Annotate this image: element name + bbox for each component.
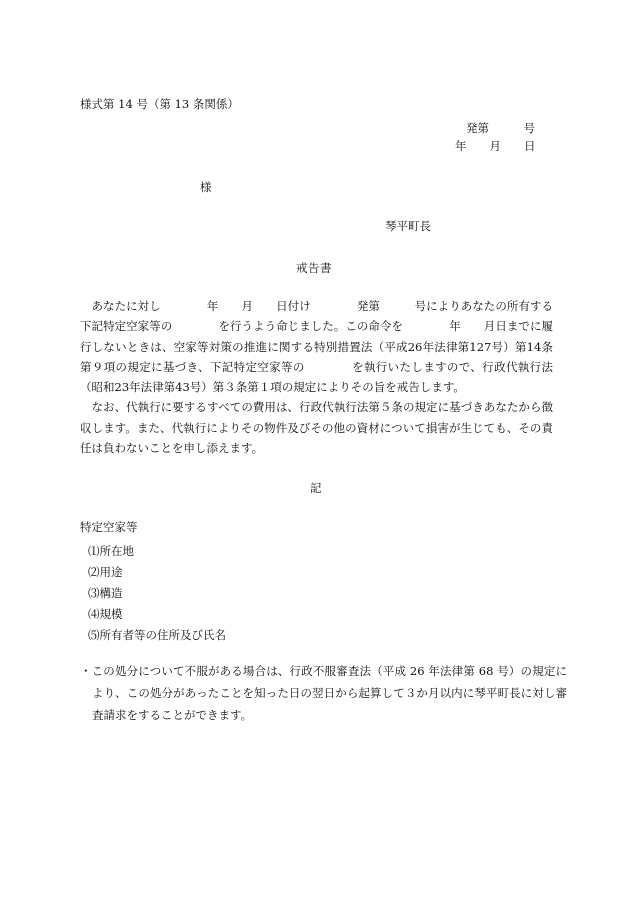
appeal-note: ・この処分について不服がある場合は、行政不服審査法（平成 26 年法律第 68 号）の規定により、この処分があったことを知った日の翌日から起算して３か月以内に琴平町長に対し審査請求をすることができます。 <box>80 664 567 722</box>
form-number: 様式第 14 号（第 13 条関係） <box>80 97 239 111</box>
ki-heading: 記 <box>310 481 322 495</box>
addressee: 様 <box>200 180 212 194</box>
document-date: 年 月 日 <box>455 139 536 153</box>
property-item-scale: ⑷規模 <box>88 607 123 621</box>
document-number: 発第 号 <box>466 121 535 135</box>
body-paragraph-2: なお、代執行に要するすべての費用は、行政代執行法第５条の規定に基づきあなたから徴収します。また、代執行によりその物件及びその他の資材について損害が生じても、その責任は負わないことを申し添えます。 <box>80 400 553 456</box>
property-item-location: ⑴所在地 <box>88 544 134 558</box>
property-item-owner: ⑸所有者等の住所及び氏名 <box>88 628 226 642</box>
body-text <box>80 296 553 458</box>
property-item-structure: ⑶構造 <box>88 586 123 600</box>
issuer: 琴平町長 <box>385 219 431 233</box>
property-item-use: ⑵用途 <box>88 565 123 579</box>
document-title: 戒告書 <box>296 261 332 275</box>
property-heading: 特定空家等 <box>80 520 138 534</box>
property-items-list <box>88 541 226 646</box>
body-paragraph-1: あなたに対し 年 月 日付け 発第 号によりあなたの所有する下記特定空家等の を行うよう命じました。この命令を 年 月日までに履行しないときは、空家等対策の推進に関する特別措置法（平成26年法律第127号）第14条第９項の規定に基づき、下記特定空家等の を執行いたしますので、行政代執行法（昭和23年法律第43号）第３条第１項の規定によりその旨を戒告します。 <box>80 299 553 395</box>
